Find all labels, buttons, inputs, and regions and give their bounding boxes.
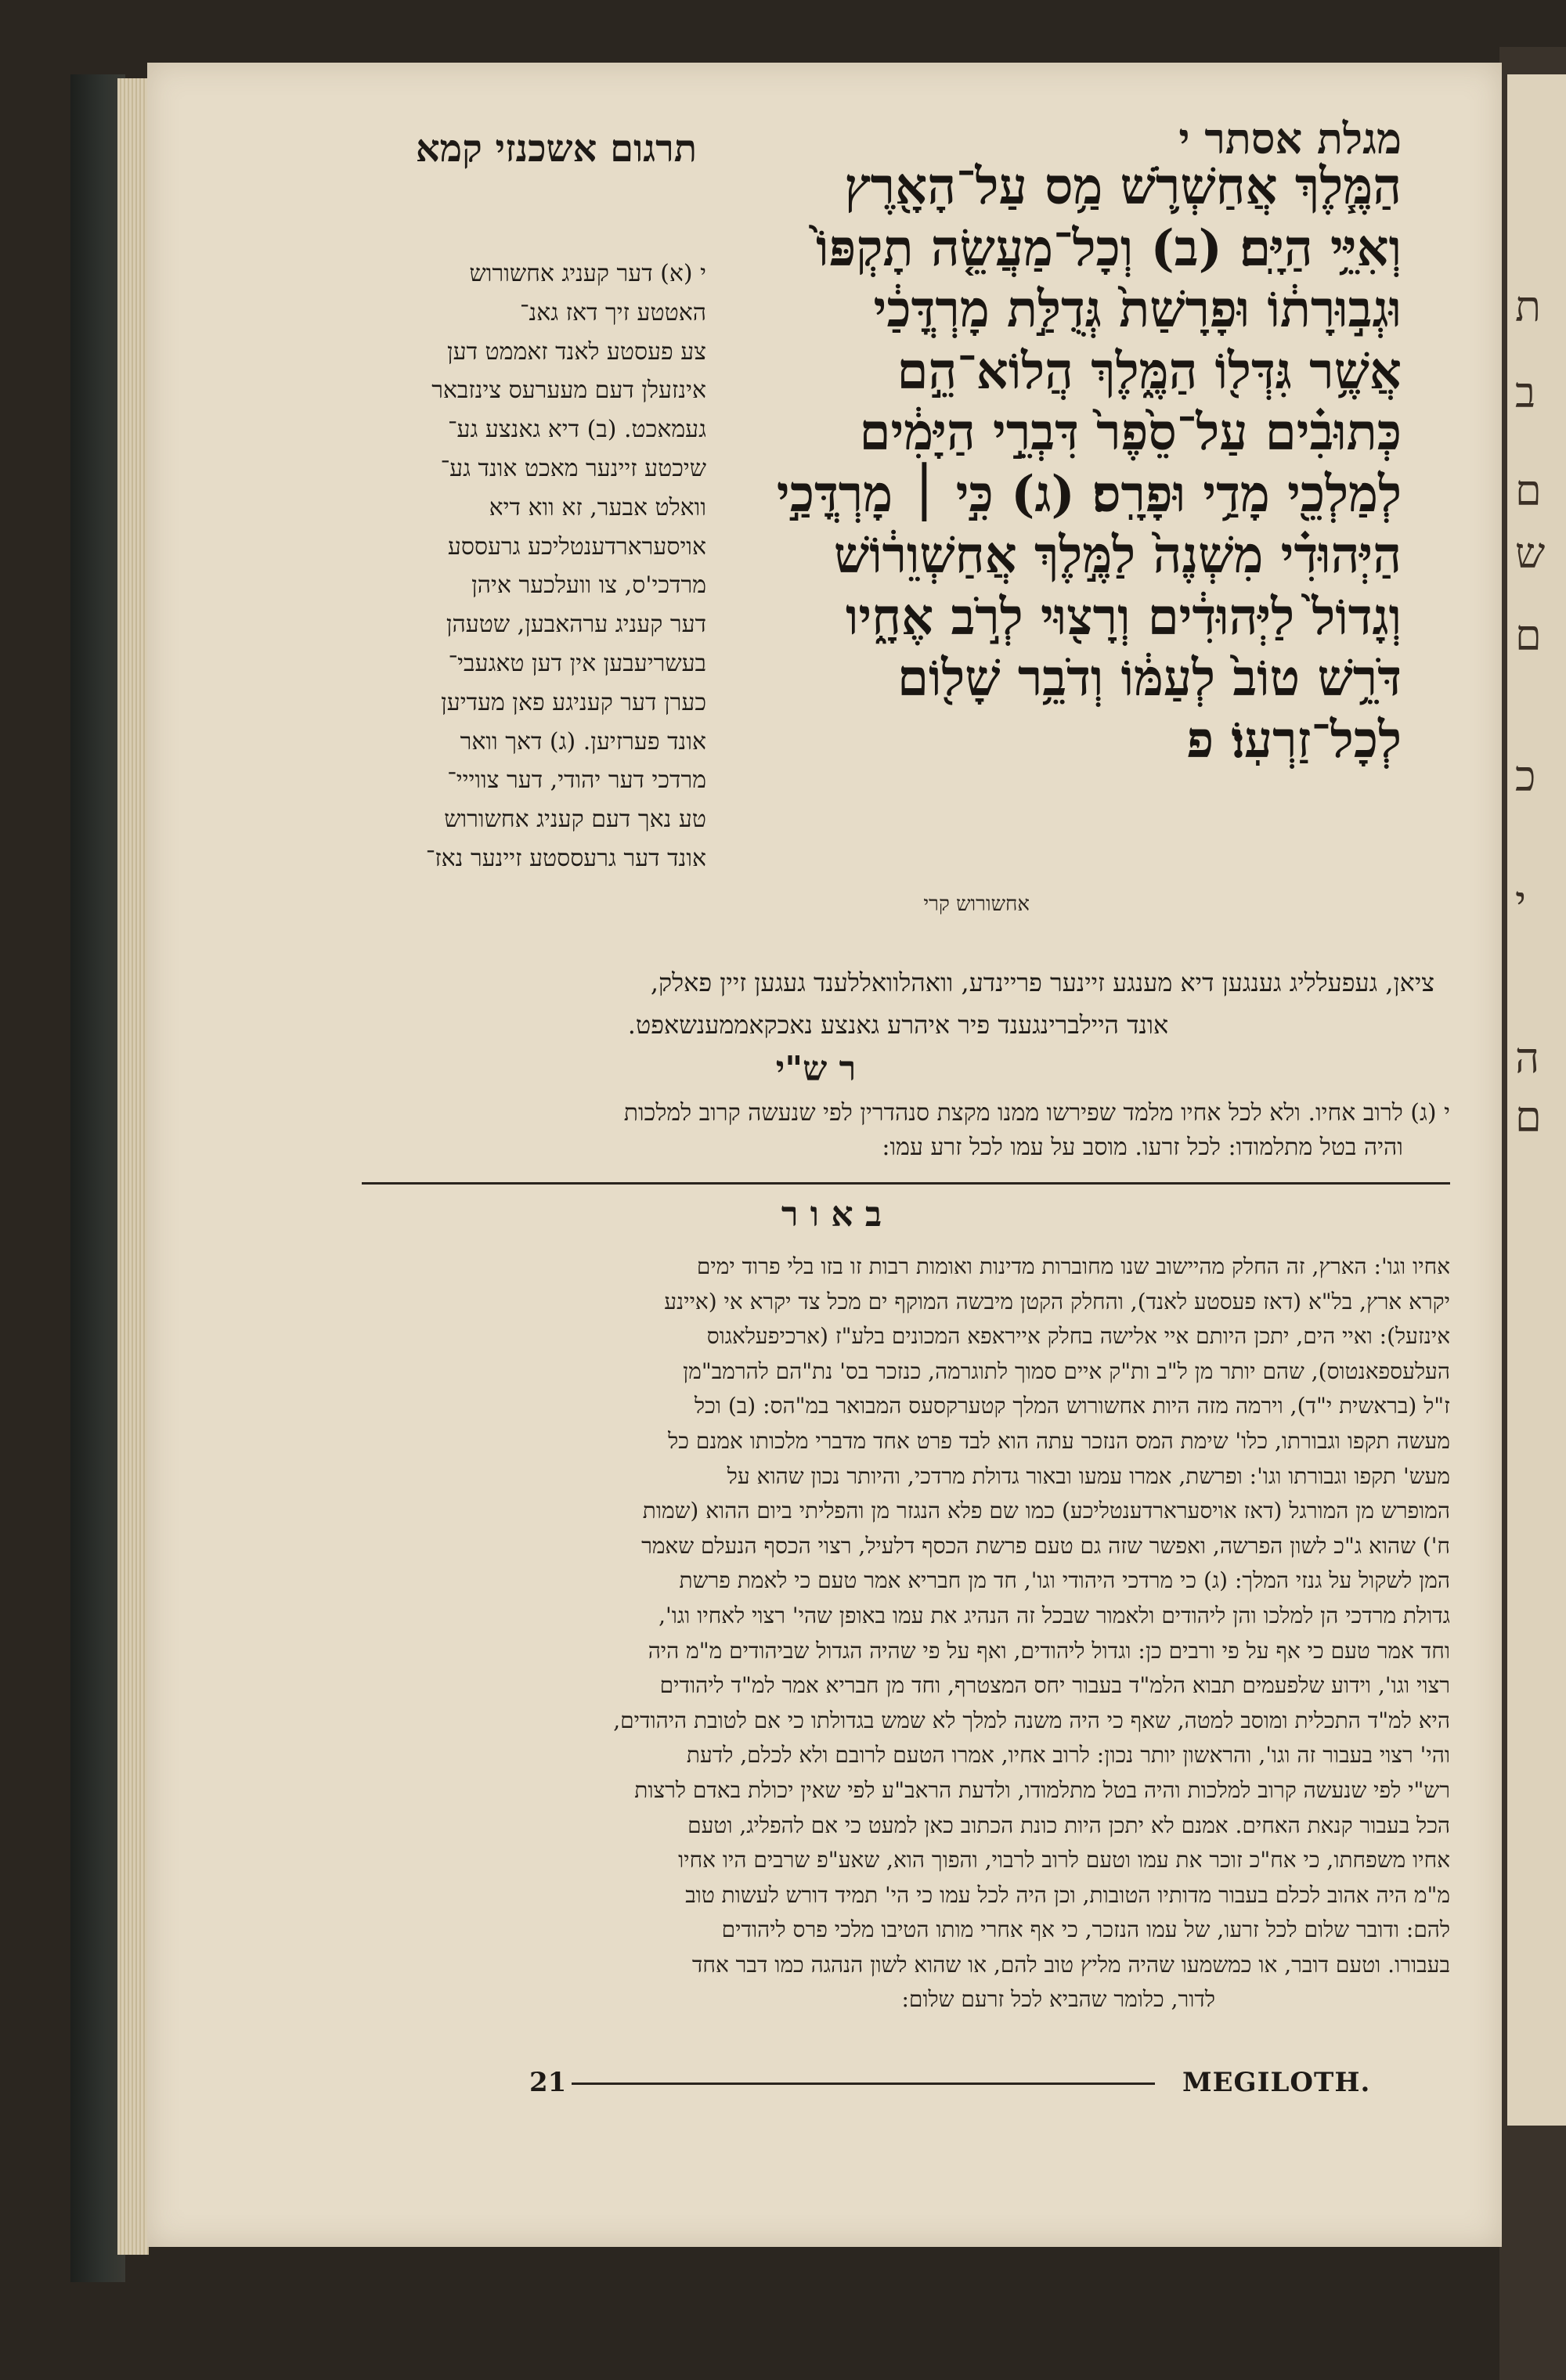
biur-line: רצוי וגו', וידוע שלפעמים תבוא הלמ"ד בעבור יחס המצטרף, וחד מן חבריא אמר למ"ד ליהודים: [659, 1672, 1450, 1699]
biur-line: והי' רצוי בעבור זה וגו', והראשון יותר נכון: לרוב אחיו, אמרו הטעם לרובם ולא לכלם, לדעת: [686, 1742, 1450, 1769]
scripture-line: לְכָל־זַרְעֽוֹ׃ פ: [1186, 710, 1402, 770]
biur-line: המופרש מן המורגל (דאז אויסערארדענטליכע) כמו שם פלא הנגזר מן והפליתי ביום ההוא (שמות: [642, 1498, 1450, 1524]
biur-line: אחיו וגו': הארץ, זה החלק מהיישוב שנו מחוברות מדינות ואומות רבות זו בזו בלי פרוד ימים: [696, 1253, 1450, 1279]
section-divider: [362, 1182, 1450, 1185]
targum-line: שיכטע זיינער מאכט אונד גע־: [440, 454, 706, 482]
targum-line: אונד פערזיען. (ג) דאך וואר: [460, 727, 706, 755]
scripture-line: אֲשֶׁ֥ר גִּדְּל֖וֹ הַמֶּ֑לֶךְ הֲלוֹא־הֵ֣ם: [897, 341, 1402, 401]
targum-line: דער קעניג ערהאבען, שטעהן: [446, 611, 706, 639]
kri-note: אחשורוש קרי: [923, 892, 1030, 916]
biur-line: ח') שהוא ג"כ לשון הפרשה, ואפשר שזה גם טעם פרשת הכסף דלעיל, רצוי הכסף הנעלם שאמר: [641, 1532, 1450, 1559]
facing-page-glyph: ם: [1515, 466, 1542, 515]
scripture-line: וְגָדוֹל֙ לַיְּהוּדִ֔ים וְרָצ֖וּי לְרֹ֣ב אֶחָ֑יו: [846, 587, 1402, 647]
targum-line: אונד היילברינגענד פיר איהרע גאנצע נאכקאממענשאפט.: [627, 1010, 1169, 1040]
scripture-line: וּגְב֣וּרָת֔וֹ וּפָרָשַׁת֙ גְּדֻלַּ֣ת מָרְדֳּכַ֔י: [873, 280, 1402, 339]
rashi-line: י (ג) לרוב אחיו. ולא לכל אחיו מלמד שפירשו ממנו מקצת סנהדרין לפי שנעשה קרוב למלכות: [623, 1099, 1450, 1127]
biur-commentary: [362, 1250, 1450, 2018]
biur-line: המן לשקול על גנזי המלך: (ג) כי מרדכי היהודי וגו', חד מן חבריא אמר טעם כי לאמת פרשת: [679, 1567, 1450, 1594]
facing-page-glyph: ש: [1515, 528, 1546, 578]
targum-line: וואלט אבער, זא ווא דיא: [489, 493, 706, 521]
biur-line: היא למ"ד התכלית ומוסב למטה, שאף כי היה משנה למלך לא שמש בגדולתו כי אם לטובת היהודים,: [613, 1707, 1450, 1733]
running-footer-title: MEGILOTH.: [1182, 2067, 1371, 2098]
page-edges: [117, 78, 149, 2255]
scripture-line: לְמַלְכֵ֖י מָדַ֥י וּפָרָֽס׃ (ג) כִּ֣י ׀ מָרְדֳּכַ֣י: [776, 464, 1402, 524]
rashi-heading: ר ש"י: [775, 1049, 857, 1089]
targum-line: צע פעסטע לאנד זאממט דען: [446, 337, 706, 366]
biur-heading: ב א ו ר: [781, 1195, 882, 1235]
biur-line: יקרא ארץ, בל"א (דאז פעסטע לאנד), והחלק הקטן מיבשה המוקף ים מכל צד יקרא אי (איינע: [664, 1288, 1450, 1314]
biur-line: ז"ל (בראשית י"ד), וירמה מזה היות אחשורוש המלך קטערקסעס המבואר במ"הס: (ב) וכל: [695, 1393, 1450, 1419]
targum-line: בעשריעבען אין דען טאגעבי־: [448, 649, 706, 677]
rashi-commentary: [362, 1096, 1450, 1165]
scripture-text: [736, 157, 1402, 771]
targum-line: טע נאך דעם קעניג אחשורוש: [444, 806, 706, 834]
facing-page-glyph: ב: [1515, 368, 1536, 417]
biur-line: הכל בעבור קנאת האחים. אמנם לא יתכן היות כונת הכתוב כאן למעט כי אם להפליג, וטעם: [687, 1812, 1450, 1838]
targum-line: מרדכי'ס, צו וועלכער איהן: [471, 572, 706, 600]
biur-line: וחד אמר טעם כי אף על פי ורבים כן: וגדול ליהודים, ואף על פי שהיה הגדול שביהודים מ"מ היה: [648, 1637, 1450, 1664]
biur-line: בעבורו. וטעם דובר, או כמשמעו שהיה מליץ טוב להם, או שהוא לשון הנהגה כמו דבר אחד: [691, 1951, 1450, 1978]
targum-column: [362, 254, 706, 878]
biur-line: גדולת מרדכי הן למלכו והן ליהודים ולאמור שבכל זה הנהיג את עמו באופן שהי' רצוי לאחיו וגו',: [659, 1602, 1450, 1628]
targum-line: ציאן, געפעלליג גענגען דיא מענגע זיינער פריינדע, וואהלוואללענד געגען זיין פאלק,: [650, 968, 1434, 997]
targum-line: געמאכט. (ב) דיא גאנצע גע־: [447, 416, 706, 444]
targum-line: אונד דער גרעססטע זיינער נאז־: [425, 844, 706, 872]
facing-page-glyph: ם: [1515, 611, 1542, 660]
biur-line: אחיו משפחתו, כי אח"כ זוכר את עמו וטעם לרוב לרבוי, והפוך הוא, שאע"פ שרבים היו אחיו: [678, 1847, 1450, 1873]
facing-page-glyph: ה: [1515, 1033, 1540, 1083]
facing-page-glyph: ם: [1515, 1092, 1542, 1141]
targum-line: אויסערארדענטליכע גרעססע: [447, 532, 706, 561]
biur-line: רש"י לפי שנעשה קרוב למלכות והיה בטל מתלמודו, ולדעת הראב"ע לפי שאין יכולת באדם לרצות: [634, 1776, 1450, 1803]
signature-mark: 21: [529, 2067, 567, 2098]
biur-line: מעש' תקפו וגבורתו וגו': ופרשת, אמרו עמעו ובאור גדולת מרדכי, והיותר נכון שהוא על: [727, 1462, 1450, 1489]
biur-line: מעשה תקפו וגבורתו, כלו' שימת המס הנזכר עתה הוא לבד פרט אחד מדברי מלכותו אמנם כל: [668, 1427, 1450, 1454]
targum-line: אינזעלן דעם מעערעס צינזבאר: [431, 377, 706, 405]
biur-line: לדור, כלומר שהביא לכל זרעם שלום:: [901, 1986, 1215, 2013]
targum-line: י (א) דער קעניג אחשורוש: [469, 260, 706, 287]
targum-line: כערן דער קעניגע פאן מעדיען: [441, 688, 706, 716]
running-header-title: מגלת אסתר י: [1178, 114, 1402, 164]
scripture-line: הַמֶּ֧לֶךְ אֲחַשְׁרֹ֛שׁ מַ֥ס עַל־הָאָ֖רֶץ: [844, 157, 1402, 216]
targum-header: תרגום אשכנזי קמא: [415, 127, 697, 171]
facing-page-glyph: כ: [1515, 752, 1536, 801]
scripture-line: הַיְּהוּדִ֗י מִשְׁנֶה֙ לַמֶּ֣לֶךְ אֲחַשְׁוֵר֔וֹשׁ: [833, 526, 1402, 585]
scripture-line: וְאִיֵּ֥י הַיָּֽם׃ (ב) וְכָל־מַעֲשֵׂ֤ה תָקְפּוֹ֙: [816, 218, 1402, 278]
footer-rule: [572, 2082, 1155, 2085]
biur-line: העלעספאנטוס), שהם יותר מן ל"ב ות"ק איים סמוך לתוגרמה, כנזכר בס' נת"הם להרמב"מן: [683, 1358, 1450, 1384]
facing-page-glyph: י: [1515, 877, 1527, 926]
facing-page-glyph: ת: [1515, 282, 1541, 331]
biur-line: אינזעל): ואיי הים, יתכן היותם איי אלישה בחלק אייראפא המכונים בלע"ז (ארכיפעלאגוס: [706, 1323, 1450, 1350]
biur-line: מ"מ היה אהוב לכלם בעבור מדותיו הטובות, וכן היה לכל עמו כי הי' תמיד דורש לעשות טוב: [685, 1881, 1450, 1908]
scripture-line: כְּתוּבִ֗ים עַל־סֵ֙פֶר֙ דִּבְרֵ֣י הַיָּמִ֔ים: [859, 403, 1402, 462]
targum-continuation: [362, 961, 1434, 1046]
targum-line: האטטע זיך דאז גאנ־: [520, 298, 706, 326]
targum-line: מרדכי דער יהודי, דער צווייי־: [447, 766, 706, 795]
biur-line: להם: ודובר שלום לכל זרעו, של עמו הנזכר, כי אף אחרי מותו הטיבו מלכי פרס ליהודים: [721, 1917, 1450, 1943]
facing-page-edge: [1507, 74, 1566, 2126]
scripture-line: דֹּרֵ֥שׁ טוֹב֙ לְעַמּ֔וֹ וְדֹבֵ֥ר שָׁל֖וֹם: [897, 649, 1402, 708]
rashi-line: והיה בטל מתלמודו: לכל זרעו. מוסב על עמו לכל זרע עמו:: [882, 1134, 1403, 1161]
